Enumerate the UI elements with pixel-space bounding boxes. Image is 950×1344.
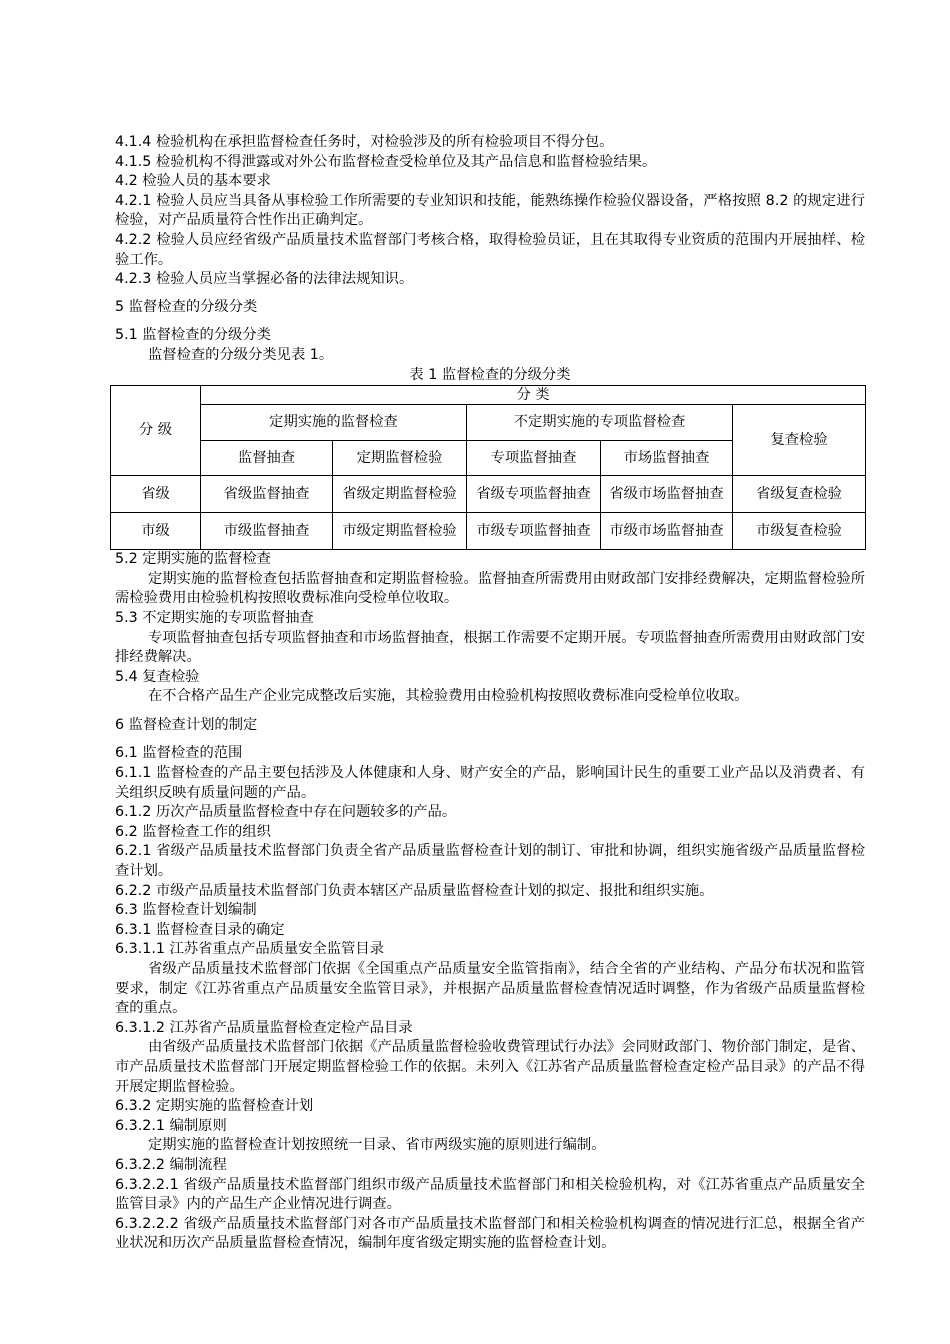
section-5-3-heading: 5.3 不定期实施的专项监督抽查 <box>115 609 314 626</box>
clause-4-2: 4.2 检验人员的基本要求 <box>115 173 271 190</box>
table-cell: 省级市场监督抽查 <box>601 476 733 513</box>
table-cell: 市级定期监督检验 <box>333 513 467 550</box>
clause-6-1-2: 6.1.2 历次产品质量监督检查中存在问题较多的产品。 <box>115 804 457 821</box>
section-5-4-heading: 5.4 复查检验 <box>115 668 200 685</box>
table-row <box>111 513 866 550</box>
document-page <box>115 133 865 1254</box>
clause-6-2-1: 6.2.1 省级产品质量技术监督部门负责全省产品质量监督检查计划的制订、审批和协调，组织实施省级产品质量监督检查计划。 <box>115 843 865 880</box>
clause-6-3: 6.3 监督检查计划编制 <box>115 902 257 919</box>
section-5-2-text: 定期实施的监督检查包括监督抽查和定期监督检验。监督抽查所需费用由财政部门安排经费解决，定期监督检验所需检验费用由检验机构按照收费标准向受检单位收取。 <box>115 570 865 607</box>
table-cell: 市级复查检验 <box>733 513 866 550</box>
sub-header: 专项监督抽查 <box>467 441 601 476</box>
table-cell: 省级专项监督抽查 <box>467 476 601 513</box>
table-cell: 市级专项监督抽查 <box>467 513 601 550</box>
clause-4-1-4: 4.1.4 检验机构在承担监督检查任务时，对检验涉及的所有检验项目不得分包。 <box>115 134 614 150</box>
table-cell: 省级监督抽查 <box>201 476 333 513</box>
clause-6-1-1: 6.1.1 监督检查的产品主要包括涉及人体健康和人身、财产安全的产品，影响国计民生的重要工业产品以及消费者、有关组织反映有质量问题的产品。 <box>115 765 865 801</box>
sub-header: 市场监督抽查 <box>601 441 733 476</box>
grade-cell: 省级 <box>111 476 201 513</box>
section-5-1-heading: 5.1 监督检查的分级分类 <box>115 327 271 344</box>
section-6-heading: 6 监督检查计划的制定 <box>115 716 258 733</box>
section-5-3-text: 专项监督抽查包括专项监督抽查和市场监督抽查，根据工作需要不定期开展。专项监督抽查所需费用由财政部门安排经费解决。 <box>115 629 865 666</box>
clause-4-1-5: 4.1.5 检验机构不得泄露或对外公布监督检查受检单位及其产品信息和监督检验结果。 <box>115 153 657 170</box>
table-cell: 市级市场监督抽查 <box>601 513 733 550</box>
section-5-heading: 5 监督检查的分级分类 <box>115 298 258 315</box>
table-cell: 省级定期监督检验 <box>333 476 467 513</box>
grade-cell: 市级 <box>111 513 201 550</box>
classification-table <box>110 385 866 550</box>
table-cell: 省级复查检验 <box>733 476 866 513</box>
recheck-header: 复查检验 <box>733 405 866 476</box>
clause-6-3-1: 6.3.1 监督检查目录的确定 <box>115 921 285 938</box>
clause-6-1: 6.1 监督检查的范围 <box>115 745 243 762</box>
section-5-2-heading: 5.2 定期实施的监督检查 <box>115 551 271 568</box>
table-row <box>111 476 866 513</box>
grade-header: 分 级 <box>111 386 201 476</box>
section-5-4-text: 在不合格产品生产企业完成整改后实施，其检验费用由检验机构按照收费标准向受检单位收取。 <box>148 688 749 705</box>
section-5-1-text: 监督检查的分级分类见表 1。 <box>148 346 334 363</box>
clause-6-2-2: 6.2.2 市级产品质量技术监督部门负责本辖区产品质量监督检查计划的拟定、报批和组织实施。 <box>115 882 714 899</box>
clause-6-3-2: 6.3.2 定期实施的监督检查计划 <box>115 1098 314 1115</box>
special-header: 不定期实施的专项监督检查 <box>467 405 733 441</box>
clause-6-3-2-1: 6.3.2.1 编制原则 <box>115 1117 227 1134</box>
clause-6-3-1-2: 6.3.1.2 江苏省产品质量监督检查定检产品目录 <box>115 1019 413 1036</box>
clause-6-3-2-2-2: 6.3.2.2.2 省级产品质量技术监督部门对各市产品质量技术监督部门和相关检验机构调查的情况进行汇总，根据全省产业状况和历次产品质量监督检查情况，编制年度省级定期实施的监督检查计划。 <box>115 1215 865 1252</box>
clause-6-3-1-2-text: 由省级产品质量技术监督部门依据《产品质量监督检验收费管理试行办法》会同财政部门、物价部门制定，是省、市产品质量技术监督部门开展定期监督检验工作的依据。未列入《江苏省产品质量监督检查定检产品目录》的产品不得开展定期监督检验。 <box>115 1039 865 1095</box>
clause-6-3-1-1: 6.3.1.1 江苏省重点产品质量安全监管目录 <box>115 941 385 958</box>
clause-6-3-2-2: 6.3.2.2 编制流程 <box>115 1156 227 1173</box>
clause-6-3-2-1-text: 定期实施的监督检查计划按照统一目录、省市两级实施的原则进行编制。 <box>148 1137 606 1154</box>
clause-6-3-2-2-1: 6.3.2.2.1 省级产品质量技术监督部门组织市级产品质量技术监督部门和相关检验机构，对《江苏省重点产品质量安全监管目录》内的产品生产企业情况进行调查。 <box>115 1176 865 1213</box>
table-cell: 市级监督抽查 <box>201 513 333 550</box>
clause-4-2-1: 4.2.1 检验人员应当具备从事检验工作所需要的专业知识和技能，能熟练操作检验仪器设备，严格按照 8.2 的规定进行检验，对产品质量符合性作出正确判定。 <box>115 192 865 229</box>
clause-4-2-3: 4.2.3 检验人员应当掌握必备的法律法规知识。 <box>115 271 414 288</box>
category-header: 分 类 <box>201 386 866 405</box>
sub-header: 监督抽查 <box>201 441 333 476</box>
clause-6-3-1-1-text: 省级产品质量技术监督部门依据《全国重点产品质量安全监管指南》，结合全省的产业结构、产品分布状况和监管要求，制定《江苏省重点产品质量安全监管目录》，并根据产品质量监督检查情况适时调整，作为省级产品质量监督检查的重点。 <box>115 961 865 1017</box>
periodic-header: 定期实施的监督检查 <box>201 405 467 441</box>
clause-6-2: 6.2 监督检查工作的组织 <box>115 823 271 840</box>
clause-4-2-2: 4.2.2 检验人员应经省级产品质量技术监督部门考核合格，取得检验员证，且在其取得专业资质的范围内开展抽样、检验工作。 <box>115 231 865 268</box>
table-caption: 表 1 监督检查的分级分类 <box>409 366 571 383</box>
sub-header: 定期监督检验 <box>333 441 467 476</box>
